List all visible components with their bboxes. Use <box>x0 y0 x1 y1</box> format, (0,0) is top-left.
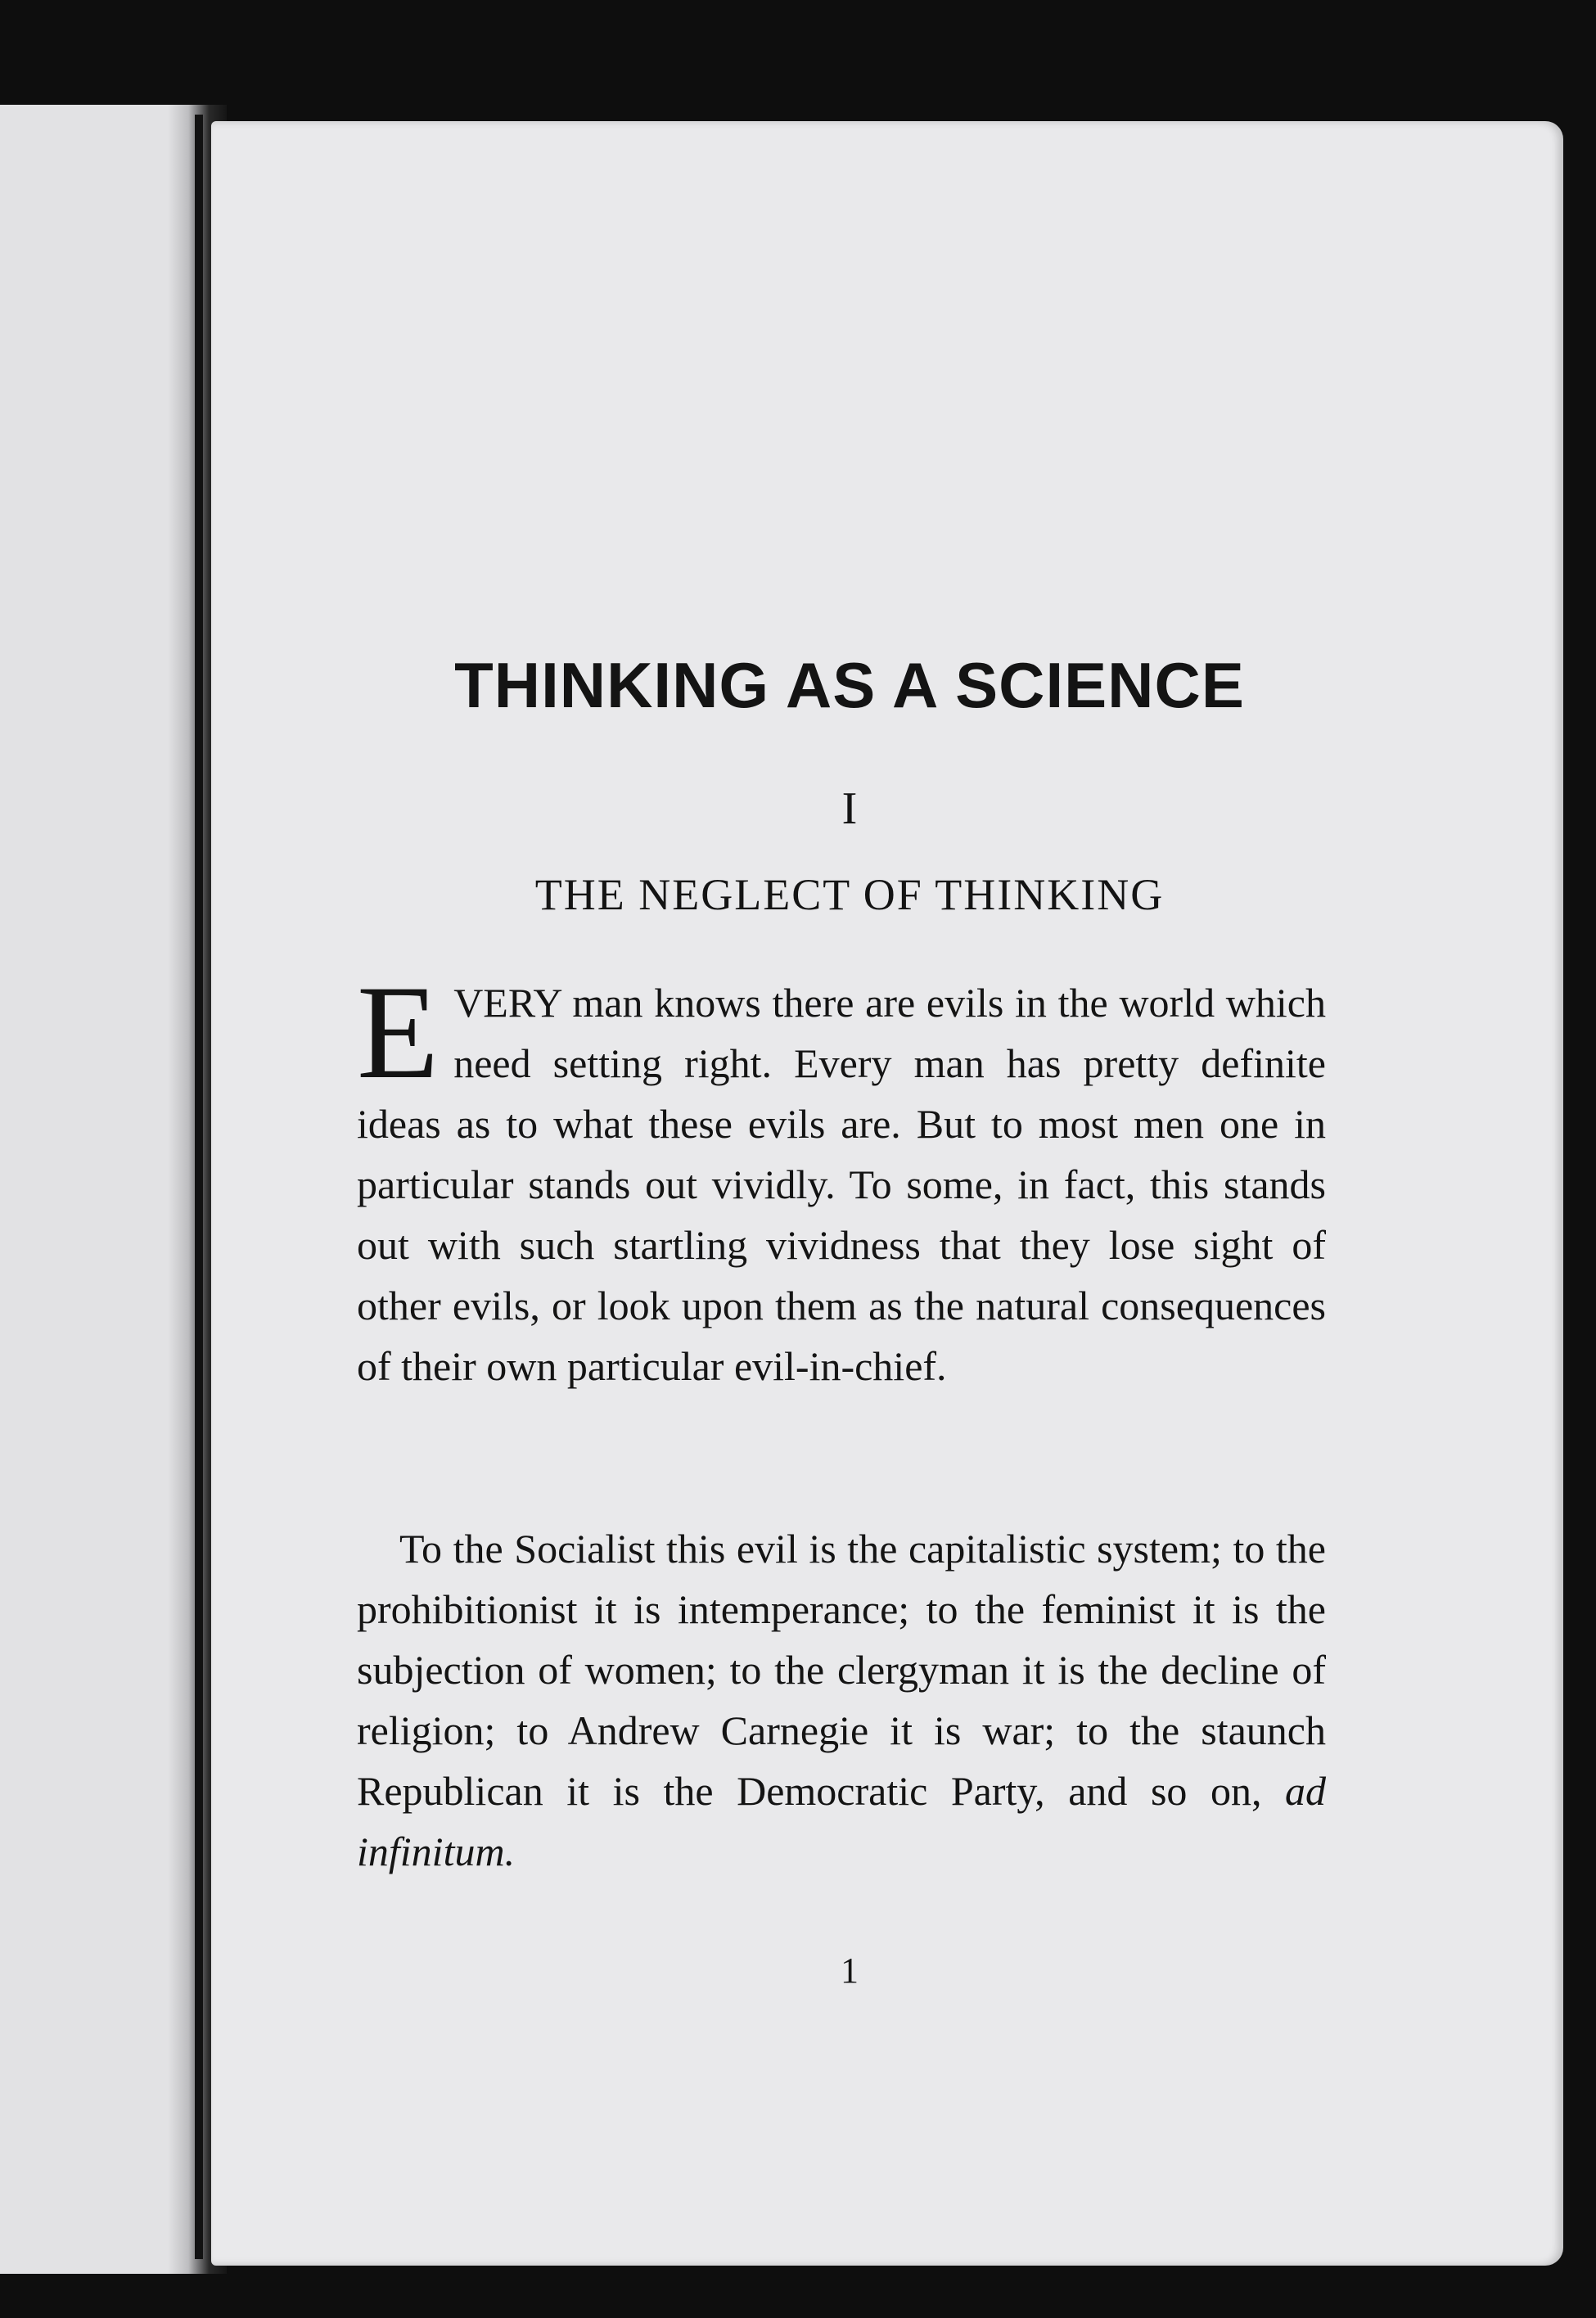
italic-phrase: ad infinitum. <box>357 1768 1326 1874</box>
paragraph-2 <box>357 1518 1326 1882</box>
chapter-title: THE NEGLECT OF THINKING <box>534 870 1165 919</box>
paragraph-1 <box>357 958 1326 1396</box>
previous-page-edge <box>0 105 195 2274</box>
book-spine <box>195 115 203 2259</box>
paragraph-1-text: VERY man knows there are evils in the world which need setting right. Every man has pretty definite ideas as to what these evils are. But to most men one in particular stands out vividly. To some, in fact, this stands out with such startling vividness that they lose sight of other evils, or look upon them as the natural consequences of their own particular evil-in-chief. <box>357 980 1326 1389</box>
drop-cap: E <box>357 958 440 1107</box>
book-title: THINKING AS A SCIENCE <box>454 649 1245 721</box>
paragraph-2-text: To the Socialist this evil is the capitalistic system; to the prohibitionist it is intemperance; to the feminist it is the subjection of women; to the clergyman it is the decline of religion; to Andrew Carnegie it is war; to the staunch Republican it is the Democratic Party, and so on, <box>357 1526 1326 1814</box>
chapter-numeral: I <box>841 783 858 834</box>
page-number: 1 <box>841 1950 859 1991</box>
